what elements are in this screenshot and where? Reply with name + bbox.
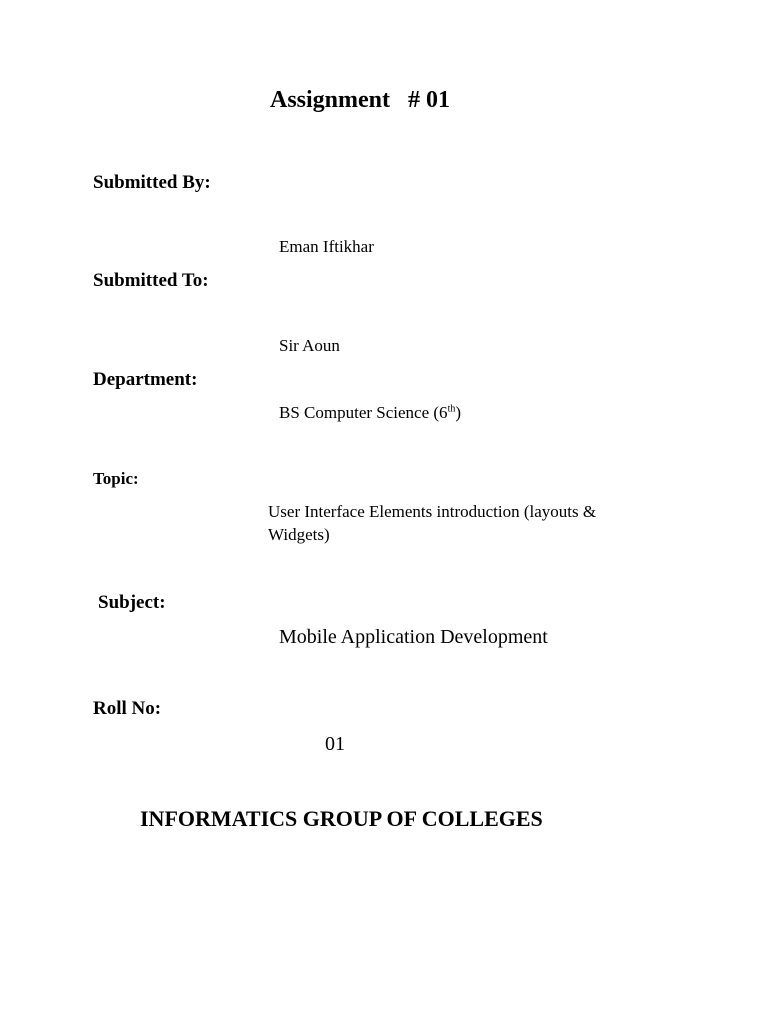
- submitted-by-label: Submitted By:: [93, 172, 211, 193]
- department-value: [279, 403, 461, 423]
- roll-no-label: Roll No:: [93, 698, 162, 719]
- topic-label: Topic:: [93, 469, 139, 488]
- document-title: Assignment # 01: [270, 87, 451, 113]
- department-value-end: ): [455, 403, 462, 422]
- subject-label: Subject:: [98, 592, 166, 613]
- subject-value: Mobile Application Development: [279, 626, 548, 648]
- submitted-to-label: Submitted To:: [93, 270, 209, 291]
- department-value-sup: th: [447, 403, 456, 415]
- college-name: INFORMATICS GROUP OF COLLEGES: [140, 806, 543, 831]
- roll-no-value: 01: [325, 733, 345, 755]
- department-label: Department:: [93, 369, 198, 390]
- topic-value: User Interface Elements introduction (layouts & Widgets): [268, 502, 597, 544]
- submitted-to-value: Sir Aoun: [279, 336, 340, 355]
- submitted-by-value: Eman Iftikhar: [279, 237, 374, 256]
- department-value-main: BS Computer Science (6: [279, 403, 448, 422]
